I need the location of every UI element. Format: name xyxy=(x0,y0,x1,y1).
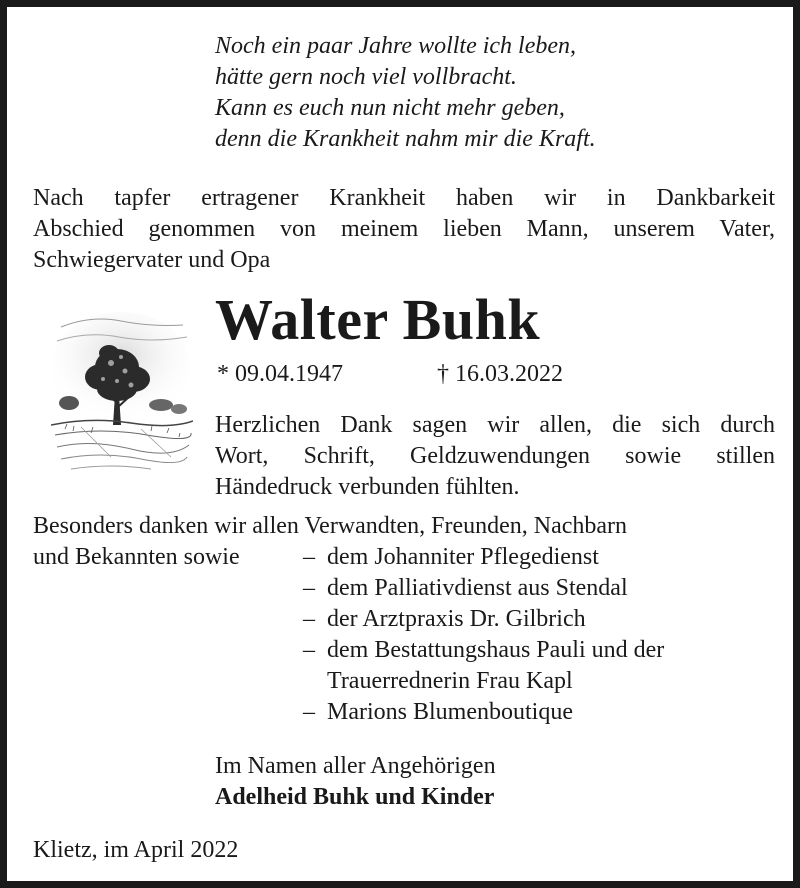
list-item xyxy=(303,697,773,728)
list-item xyxy=(303,542,773,573)
list-item-text: Marions Blumenboutique xyxy=(327,699,573,725)
special-thanks-prefix: und Bekannten sowie xyxy=(33,544,240,570)
intro-line: Abschied genommen von meinem lieben Mann, unserem Vater, xyxy=(33,216,775,242)
intro-text xyxy=(33,183,775,276)
list-item-continuation: Trauerrednerin Frau Kapl xyxy=(327,668,573,694)
signature xyxy=(215,751,496,813)
deceased-name: Walter Buhk xyxy=(215,287,541,352)
signature-names: Adelheid Buhk und Kinder xyxy=(215,784,495,810)
list-item xyxy=(303,573,773,604)
list-item-text: dem Bestattungshaus Pauli und der xyxy=(327,637,665,663)
poem-line: Noch ein paar Jahre wollte ich leben, xyxy=(215,33,577,59)
place-date: Klietz, im April 2022 xyxy=(33,837,239,863)
dash: – xyxy=(303,637,315,663)
tree-landscape-drawing-icon xyxy=(51,307,193,479)
list-item-text: dem Palliativdienst aus Stendal xyxy=(327,575,628,601)
dash: – xyxy=(303,575,315,601)
birth-date: * 09.04.1947 xyxy=(217,361,343,387)
poem xyxy=(215,31,596,155)
list-item xyxy=(303,604,773,635)
death-date: † 16.03.2022 xyxy=(437,361,563,387)
poem-line: Kann es euch nun nicht mehr geben, xyxy=(215,95,565,121)
poem-line: denn die Krankheit nahm mir die Kraft. xyxy=(215,126,596,152)
dash: – xyxy=(303,544,315,570)
dash: – xyxy=(303,699,315,725)
thanks-text xyxy=(215,410,775,503)
dash: – xyxy=(303,606,315,632)
intro-line: Nach tapfer ertragener Krankheit haben wir in Dankbarkeit xyxy=(33,185,775,211)
signature-line: Im Namen aller Angehörigen xyxy=(215,753,496,779)
list-item-text: der Arztpraxis Dr. Gilbrich xyxy=(327,606,586,632)
special-thanks-line: Besonders danken wir allen Verwandten, Freunden, Nachbarn xyxy=(33,513,628,539)
thanks-line: Herzlichen Dank sagen wir allen, die sich durch xyxy=(215,412,775,438)
thanks-line: Händedruck verbunden fühlten. xyxy=(215,474,520,500)
list-item-text: dem Johanniter Pflegedienst xyxy=(327,544,599,570)
list-item xyxy=(303,635,773,666)
thanks-recipients xyxy=(303,542,773,728)
poem-line: hätte gern noch viel vollbracht. xyxy=(215,64,517,90)
thanks-line: Wort, Schrift, Geldzuwendungen sowie stillen xyxy=(215,443,775,469)
intro-line: Schwiegervater und Opa xyxy=(33,247,271,273)
